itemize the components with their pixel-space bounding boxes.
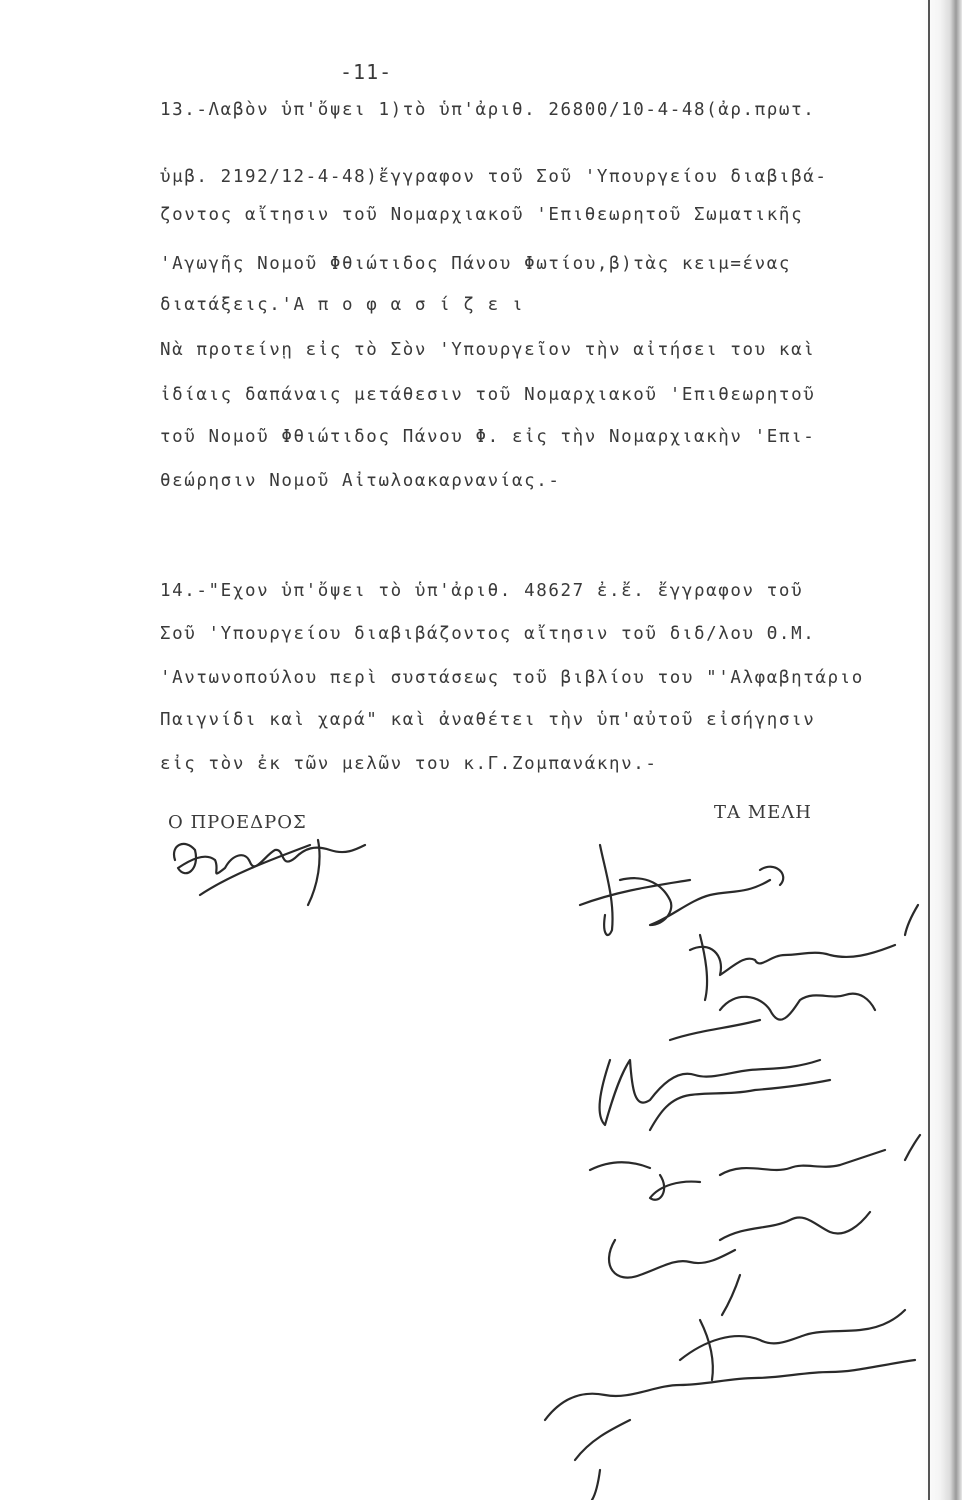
paragraph-13-line: ἰδίαις δαπάναις μετάθεσιν τοῦ Νομαρχιακοῦ 'Επιθεωρητοῦ — [160, 385, 816, 405]
president-signature — [174, 840, 365, 905]
paragraph-13-line: 13.-Λαβὸν ὑπ'ὄψει 1)τὸ ὑπ'ἀριθ. 26800/10-4-48(ἀρ.πρωτ. — [160, 100, 816, 120]
paragraph-14-line: Σοῦ 'Υπουργείου διαβιβάζοντος αἴτησιν τοῦ διδ/λου Θ.Μ. — [160, 624, 816, 644]
paragraph-13-line: τοῦ Νομοῦ Φθιώτιδος Πάνου Φ. εἰς τὴν Νομαρχιακὴν 'Επι- — [160, 427, 816, 447]
paragraph-13-line: ζοντος αἴτησιν τοῦ Νομαρχιακοῦ 'Επιθεωρητοῦ Σωματικῆς — [160, 205, 804, 225]
paragraph-13-line: Νὰ προτείνῃ εἰς τὸ Σὸν 'Υπουργεῖον τὴν αἰτήσει του καὶ — [160, 340, 816, 360]
member-signature-6 — [609, 1212, 870, 1315]
paragraph-14-line: Παιγνίδι καὶ χαρά" καὶ ἀναθέτει τὴν ὑπ'αὐτοῦ εἰσήγησιν — [160, 710, 816, 730]
paragraph-13-line: 'Αγωγῆς Νομοῦ Φθιώτιδος Πάνου Φωτίου,β)τὰς κειμ=ένας — [160, 254, 792, 274]
member-signature-2 — [690, 905, 918, 1000]
member-signature-3 — [670, 994, 875, 1040]
paragraph-14-line: 14.-"Εχον ὑπ'ὄψει τὸ ὑπ'ἀριθ. 48627 ἐ.ἔ. ἔγγραφον τοῦ — [160, 581, 804, 601]
member-signature-7 — [680, 1310, 905, 1380]
paragraph-14-line: 'Αντωνοπούλου περὶ συστάσεως τοῦ βιβλίου του "'Αλφαβητάριο — [160, 668, 864, 688]
paragraph-13-line: διατάξεις.'Α π ο φ α σ ί ζ ε ι — [160, 295, 525, 315]
member-signature-8 — [545, 1360, 915, 1500]
page-number: -11- — [340, 60, 393, 84]
paragraph-13-line: θεώρησιν Νομοῦ Αἰτωλοακαρνανίας.- — [160, 471, 561, 491]
paragraph-13-line: ὑμβ. 2192/12-4-48)ἔγγραφον τοῦ Σοῦ 'Υπουργείου διαβιβά- — [160, 167, 828, 187]
member-signature-4 — [600, 1060, 830, 1130]
member-signature-5 — [590, 1135, 920, 1200]
members-label: ΤΑ ΜΕΛΗ — [714, 802, 812, 823]
president-label: Ο ΠΡΟΕΔΡΟΣ — [168, 812, 307, 833]
paragraph-14-line: εἰς τὸν ἐκ τῶν μελῶν του κ.Γ.Ζομπανάκην.- — [160, 754, 658, 774]
member-signature-1 — [580, 845, 783, 935]
